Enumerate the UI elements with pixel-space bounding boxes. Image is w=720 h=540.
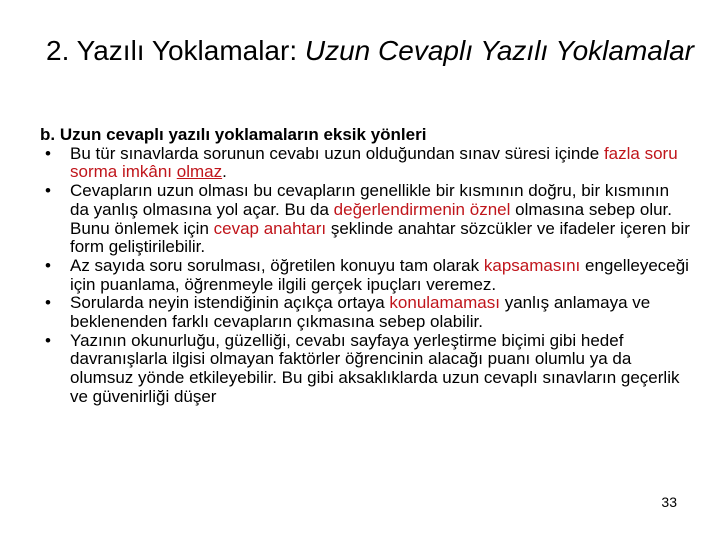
slide-title xyxy=(40,30,700,72)
highlight-text: fazla soru sorma imkânı xyxy=(70,143,678,182)
bullet-text: Yazının okunurluğu, güzelliği, cevabı sayfaya yerleştirme biçimi gibi hedef davranışlarla ilgisi olmayan faktörler öğrencinin alacağı puanı olumlu ya da olumsuz yönde etkileyebilir. Bu gibi aksaklıklarda uzun cevaplı sınavların geçerlik ve güvenirliği düşer xyxy=(70,330,680,406)
highlight-text: kapsamasını xyxy=(483,255,581,275)
bullet-text: olmasına sebep olur. Bunu önlemek için xyxy=(70,199,672,238)
bullet-icon: • xyxy=(45,255,51,275)
highlight-text: değerlendirmenin öznel xyxy=(333,199,511,219)
slide-body xyxy=(40,126,690,407)
bullet-item-2 xyxy=(40,182,690,257)
bullet-text: . xyxy=(222,162,227,182)
bullet-icon: • xyxy=(45,181,51,201)
bullet-text: Sorularda neyin istendiğinin açıkça ortaya xyxy=(70,293,390,313)
bullet-list xyxy=(40,145,690,407)
section-subheading: b. Uzun cevaplı yazılı yoklamaların eksik yönleri xyxy=(40,125,427,144)
highlight-text-underlined: olmaz xyxy=(176,162,223,182)
bullet-text: Cevapların uzun olması bu cevapların genellikle bir kısmının doğru, bir kısmının da yanlış olmasına yol açar. Bu da xyxy=(70,181,670,219)
page-number: 33 xyxy=(661,494,677,510)
bullet-item-3 xyxy=(40,257,690,294)
bullet-item-5 xyxy=(40,332,690,407)
bullet-text: Bu tür sınavlarda sorunun cevabı uzun olduğundan sınav süresi içinde xyxy=(70,143,604,163)
bullet-icon: • xyxy=(45,143,51,163)
bullet-text: engelleyeceği için puanlama, öğrenmeyle ilgili gerçek ipuçları veremez. xyxy=(70,255,689,294)
bullet-text: Az sayıda soru sorulması, öğretilen konuyu tam olarak xyxy=(70,255,484,275)
highlight-text: konulamaması xyxy=(389,293,500,313)
bullet-item-1 xyxy=(40,145,690,182)
bullet-icon: • xyxy=(45,330,51,350)
slide-title-italic: Uzun Cevaplı Yazılı Yoklamalar xyxy=(304,35,694,66)
bullet-icon: • xyxy=(45,293,51,313)
slide-title-prefix: 2. Yazılı Yoklamalar: xyxy=(46,35,305,66)
bullet-item-4 xyxy=(40,294,690,331)
bullet-text: yanlış anlamaya ve beklenenden farklı cevapların çıkmasına sebep olabilir. xyxy=(70,293,651,332)
bullet-text: şeklinde anahtar sözcükler ve ifadeler içeren bir form geliştirilebilir. xyxy=(70,218,690,257)
highlight-text: cevap anahtarı xyxy=(213,218,327,238)
